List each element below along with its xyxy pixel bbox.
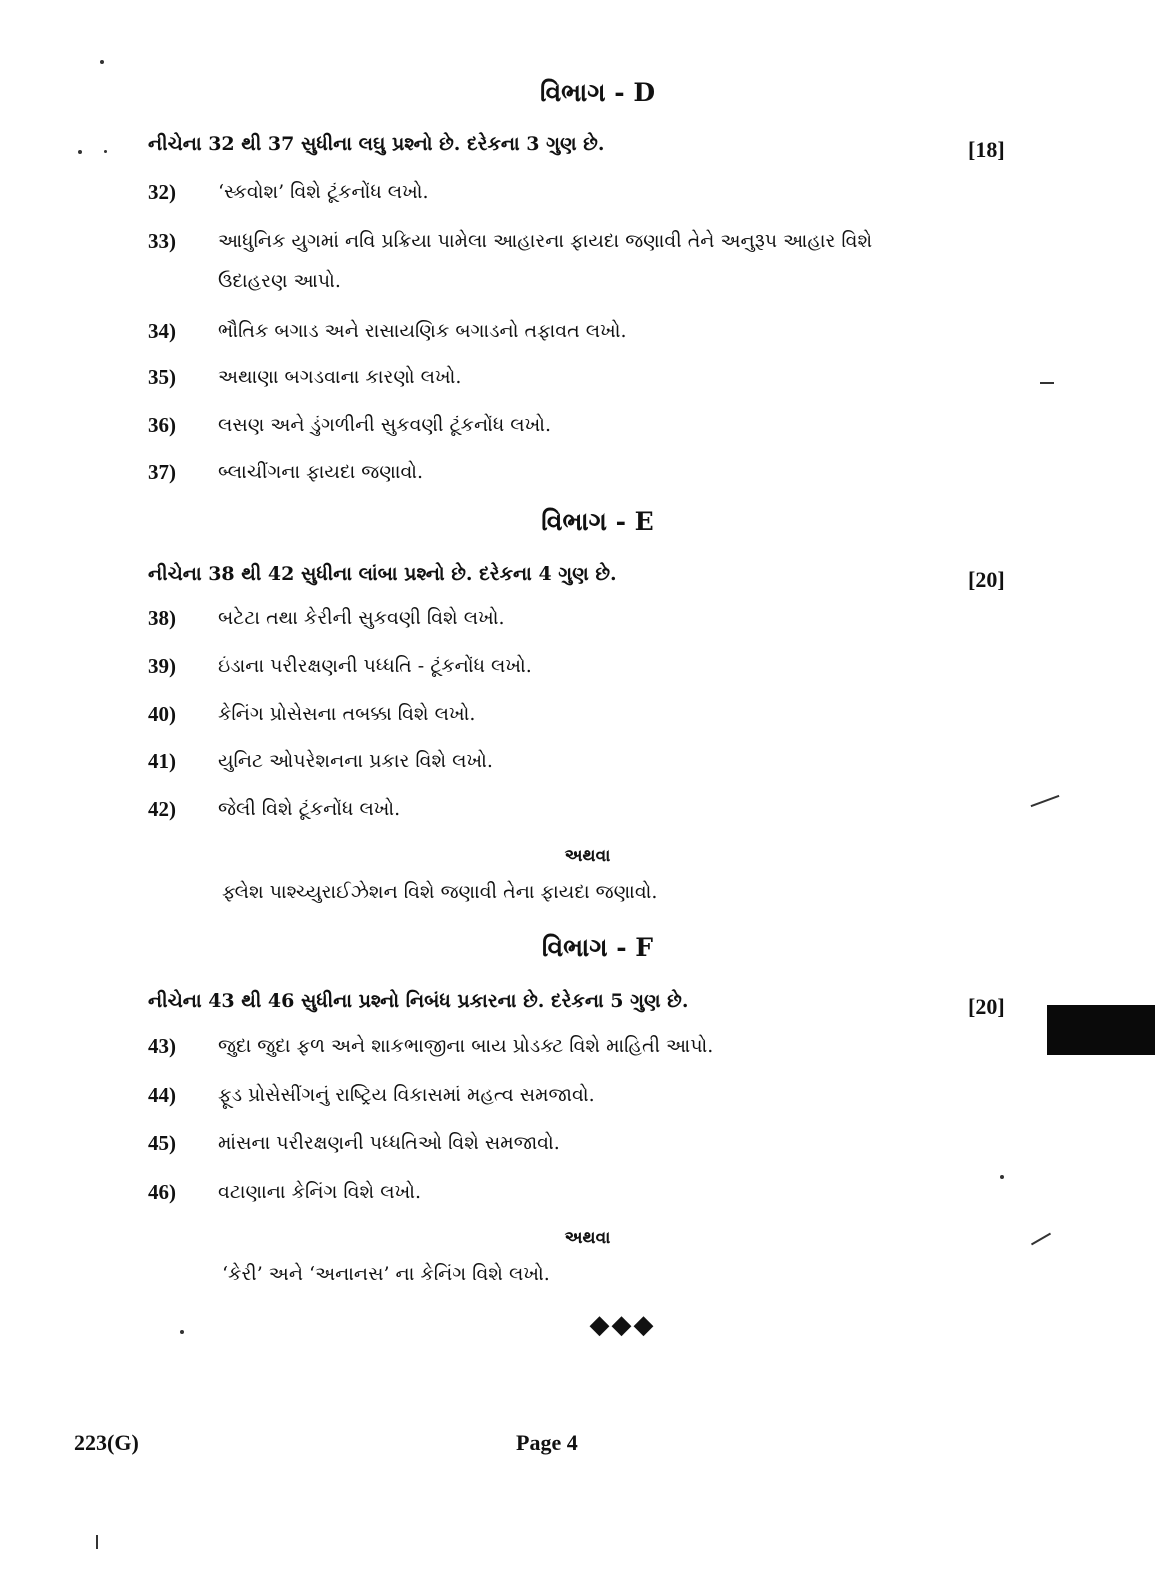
section-d-heading: વિભાગ - D	[539, 78, 656, 107]
question-number: 32)	[148, 180, 176, 204]
question-text: જેલી વિશે ટૂંકનોંધ લખો.	[218, 798, 401, 820]
question-number: 46)	[148, 1180, 176, 1204]
question-number: 42)	[148, 797, 176, 821]
question-text: ભૌતિક બગાડ અને રાસાયણિક બગાડનો તફાવત લખો.	[218, 320, 627, 342]
question-number: 40)	[148, 702, 176, 726]
question-number: 41)	[148, 749, 176, 773]
question-text: અથાણા બગડવાના કારણો લખો.	[218, 366, 462, 388]
question-35	[148, 357, 918, 397]
question-text: બ્લાચીંગના ફાયદા જણાવો.	[218, 461, 424, 483]
scan-speck	[1000, 1175, 1004, 1179]
section-e-marks: [20]	[968, 567, 1005, 592]
question-text: આધુનિક યુગમાં નવિ પ્રક્રિયા પામેલા આહારના ફાયદા જણાવી તેને અનુરૂપ આહાર વિશે ઉદાહરણ આપો.	[218, 230, 873, 292]
scan-speck	[96, 1535, 98, 1549]
question-number: 39)	[148, 654, 176, 678]
question-text: વટાણાના કેનિંગ વિશે લખો.	[218, 1181, 421, 1203]
question-38	[148, 598, 918, 638]
scan-speck	[1031, 795, 1060, 807]
section-e-instruction: નીચેના 38 થી 42 સુધીના લાંબા પ્રશ્નો છે. દરેકના 4 ગુણ છે.	[148, 563, 617, 585]
section-e-alternative: ફ્લેશ પાશ્ચ્યુરાઈઝેશન વિશે જણાવી તેના ફાયદા જણાવો.	[222, 881, 658, 903]
section-d-marks: [18]	[968, 137, 1005, 162]
section-f-instruction: નીચેના 43 થી 46 સુધીના પ્રશ્નો નિબંધ પ્રકારના છે. દરેકના 5 ગુણ છે.	[148, 990, 689, 1012]
scan-edge-mark	[1047, 1005, 1155, 1055]
scan-speck	[104, 150, 107, 153]
question-number: 35)	[148, 365, 176, 389]
question-39	[148, 646, 918, 686]
question-text: ‘સ્કવોશ’ વિશે ટૂંકનોંધ લખો.	[218, 181, 429, 203]
question-37	[148, 452, 918, 492]
question-number: 37)	[148, 460, 176, 484]
scan-speck	[1040, 382, 1054, 384]
question-33	[148, 221, 918, 301]
section-e-or-label: અથવા	[564, 846, 611, 866]
question-text: બટેટા તથા કેરીની સુકવણી વિશે લખો.	[218, 607, 505, 629]
question-34	[148, 311, 918, 351]
question-number: 45)	[148, 1131, 176, 1155]
scan-speck	[78, 150, 82, 154]
question-text: જુદા જુદા ફળ અને શાકભાજીના બાય પ્રોડક્ટ વિશે માહિતી આપો.	[218, 1035, 714, 1057]
question-number: 33)	[148, 229, 176, 253]
page-number: Page 4	[516, 1430, 578, 1455]
question-40	[148, 694, 918, 734]
scan-speck	[100, 60, 104, 64]
question-text: માંસના પરીરક્ષણની પધ્ધતિઓ વિશે સમજાવો.	[218, 1132, 560, 1154]
question-32	[148, 172, 918, 212]
scan-speck	[180, 1330, 184, 1334]
question-text: કેનિંગ પ્રોસેસના તબક્કા વિશે લખો.	[218, 703, 476, 725]
section-e-heading: વિભાગ - E	[541, 507, 654, 536]
question-text: લસણ અને ડુંગળીની સુકવણી ટૂંકનોંધ લખો.	[218, 414, 552, 436]
end-mark: ◆◆◆	[589, 1310, 656, 1340]
question-42	[148, 789, 918, 829]
section-f-marks: [20]	[968, 994, 1005, 1019]
question-text: યુનિટ ઓપરેશનના પ્રકાર વિશે લખો.	[218, 750, 493, 772]
question-45	[148, 1123, 918, 1163]
section-f-or-label: અથવા	[564, 1228, 611, 1248]
question-text: ઇંડાના પરીરક્ષણની પધ્ધતિ - ટૂંકનોંધ લખો.	[218, 655, 532, 677]
question-number: 44)	[148, 1083, 176, 1107]
question-number: 43)	[148, 1034, 176, 1058]
question-number: 38)	[148, 606, 176, 630]
question-number: 36)	[148, 413, 176, 437]
section-f-heading: વિભાગ - F	[541, 933, 654, 962]
question-number: 34)	[148, 319, 176, 343]
section-f-alternative: ‘કેરી’ અને ‘અનાનસ’ ના કેનિંગ વિશે લખો.	[222, 1263, 550, 1285]
section-d-instruction: નીચેના 32 થી 37 સુધીના લઘુ પ્રશ્નો છે. દરેકના 3 ગુણ છે.	[148, 133, 605, 155]
question-36	[148, 405, 918, 445]
question-46	[148, 1172, 918, 1212]
question-43	[148, 1026, 918, 1066]
question-44	[148, 1075, 918, 1115]
question-text: ફૂડ પ્રોસેસીંગનું રાષ્ટ્રિય વિકાસમાં મહત્વ સમજાવો.	[218, 1084, 595, 1106]
question-41	[148, 741, 918, 781]
paper-code: 223(G)	[74, 1430, 139, 1455]
